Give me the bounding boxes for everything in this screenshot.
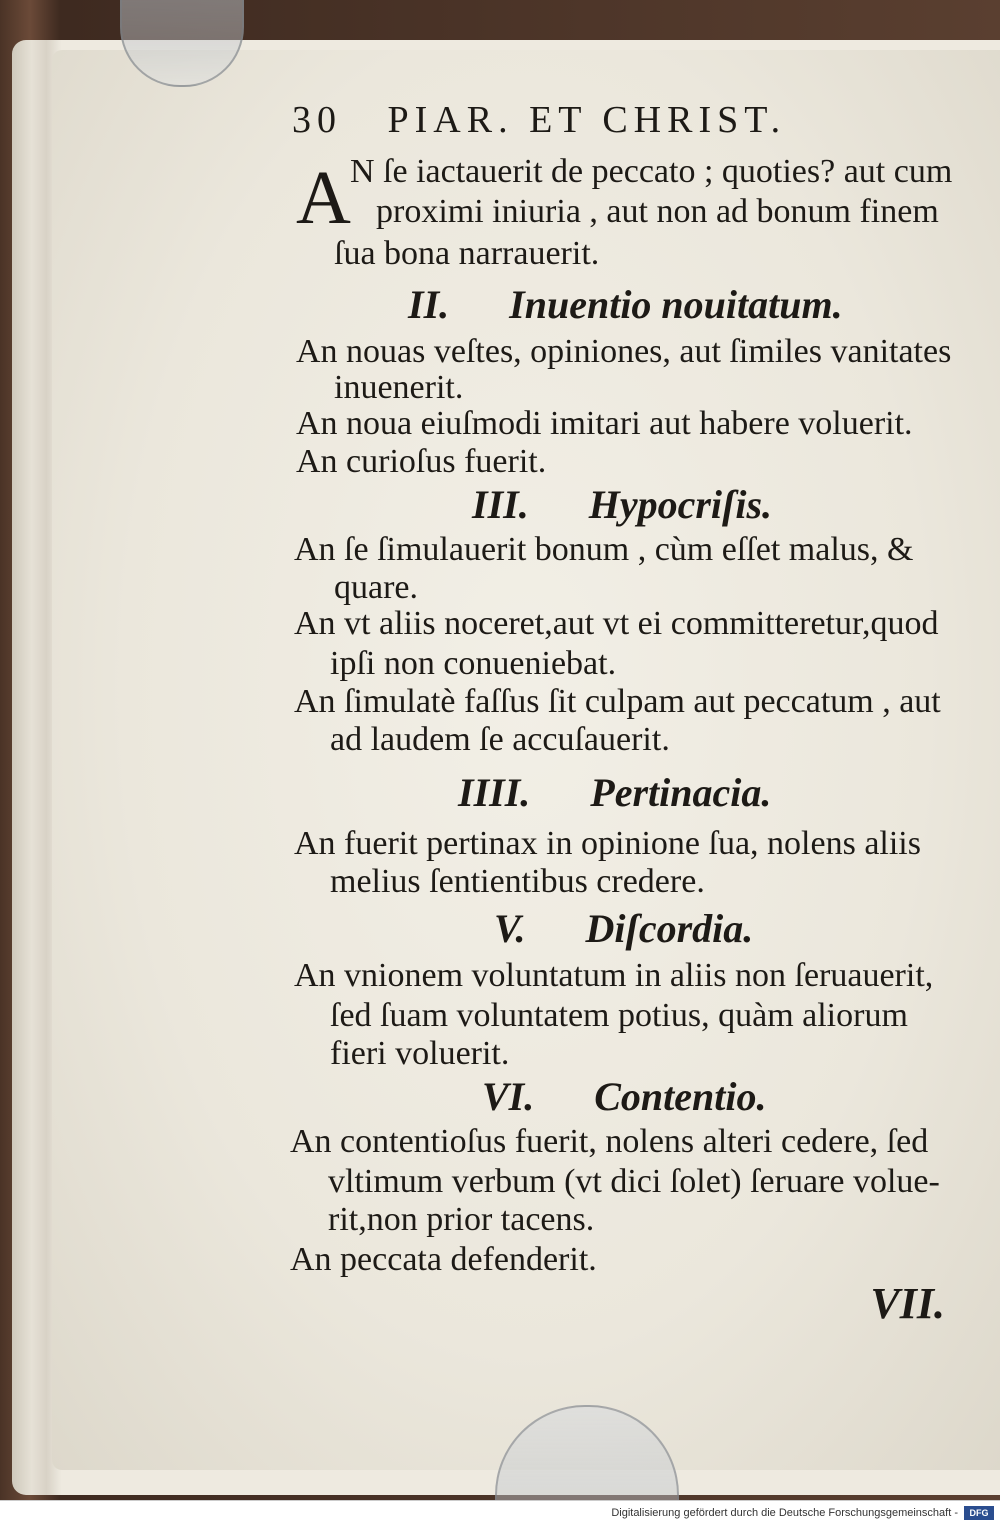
- running-head: [292, 98, 786, 142]
- text-line: ipſi non conueniebat.: [330, 645, 617, 682]
- section-numeral: VI.: [482, 1074, 535, 1119]
- text-line: An fuerit pertinax in opinione ſua, nolens aliis: [294, 825, 921, 862]
- section-numeral: II.: [408, 282, 450, 327]
- section-numeral: IIII.: [458, 770, 531, 815]
- text-line: An peccata defenderit.: [290, 1241, 597, 1278]
- section-title: Hypocriſis.: [588, 482, 773, 527]
- text-line: An nouas veſtes, opiniones, aut ſimiles vanitates: [296, 333, 952, 370]
- text-line: quare.: [334, 569, 419, 606]
- initial-letter: A: [296, 156, 351, 240]
- text-line: N ſe iactauerit de peccato ; quoties? aut cum: [350, 153, 953, 190]
- page-number: 30: [292, 99, 342, 141]
- text-line: ad laudem ſe accuſauerit.: [330, 721, 670, 758]
- section-heading: [458, 770, 771, 816]
- section-title: Diſcordia.: [585, 906, 754, 951]
- running-title: PIAR. ET CHRIST.: [387, 99, 787, 141]
- footer-bar: [0, 1500, 1000, 1527]
- text-line: An vt aliis noceret,aut vt ei committeretur,quod: [294, 605, 939, 642]
- section-title: Contentio.: [594, 1074, 767, 1119]
- text-line: An contentioſus fuerit, nolens alteri cedere, ſed: [290, 1123, 929, 1160]
- catchword: VII.: [870, 1279, 945, 1328]
- text-line: An ſimulatè faſſus ſit culpam aut peccatum , aut: [294, 683, 941, 720]
- footer-credit: Digitalisierung gefördert durch die Deutsche Forschungsgemeinschaft -: [611, 1507, 958, 1519]
- text-line: An noua eiuſmodi imitari aut habere voluerit.: [296, 405, 913, 442]
- section-heading: [408, 282, 843, 328]
- section-numeral: V.: [494, 906, 526, 951]
- text-line: melius ſentientibus credere.: [330, 863, 705, 900]
- text-line: vltimum verbum (vt dici ſolet) ſeruare volue-: [328, 1163, 940, 1200]
- text-line: inuenerit.: [334, 369, 464, 406]
- section-heading: [482, 1074, 767, 1120]
- dfg-logo: DFG: [964, 1506, 994, 1520]
- text-line: fieri voluerit.: [330, 1035, 510, 1072]
- text-line: ſed ſuam voluntatem potius, quàm aliorum: [330, 997, 908, 1034]
- text-line: An curioſus fuerit.: [296, 443, 547, 480]
- section-heading: [472, 482, 772, 528]
- section-numeral: III.: [472, 482, 529, 527]
- text-line: proximi iniuria , aut non ad bonum finem: [376, 193, 939, 230]
- text-line: An ſe ſimulauerit bonum , cùm eſſet malus, &: [294, 531, 914, 568]
- section-heading: [494, 906, 753, 952]
- text-line: rit,non prior tacens.: [328, 1201, 595, 1238]
- text-line: An vnionem voluntatum in aliis non ſeruauerit,: [294, 957, 934, 994]
- text-line: ſua bona narrauerit.: [334, 235, 600, 272]
- section-title: Inuentio nouitatum.: [509, 282, 843, 327]
- section-title: Pertinacia.: [590, 770, 772, 815]
